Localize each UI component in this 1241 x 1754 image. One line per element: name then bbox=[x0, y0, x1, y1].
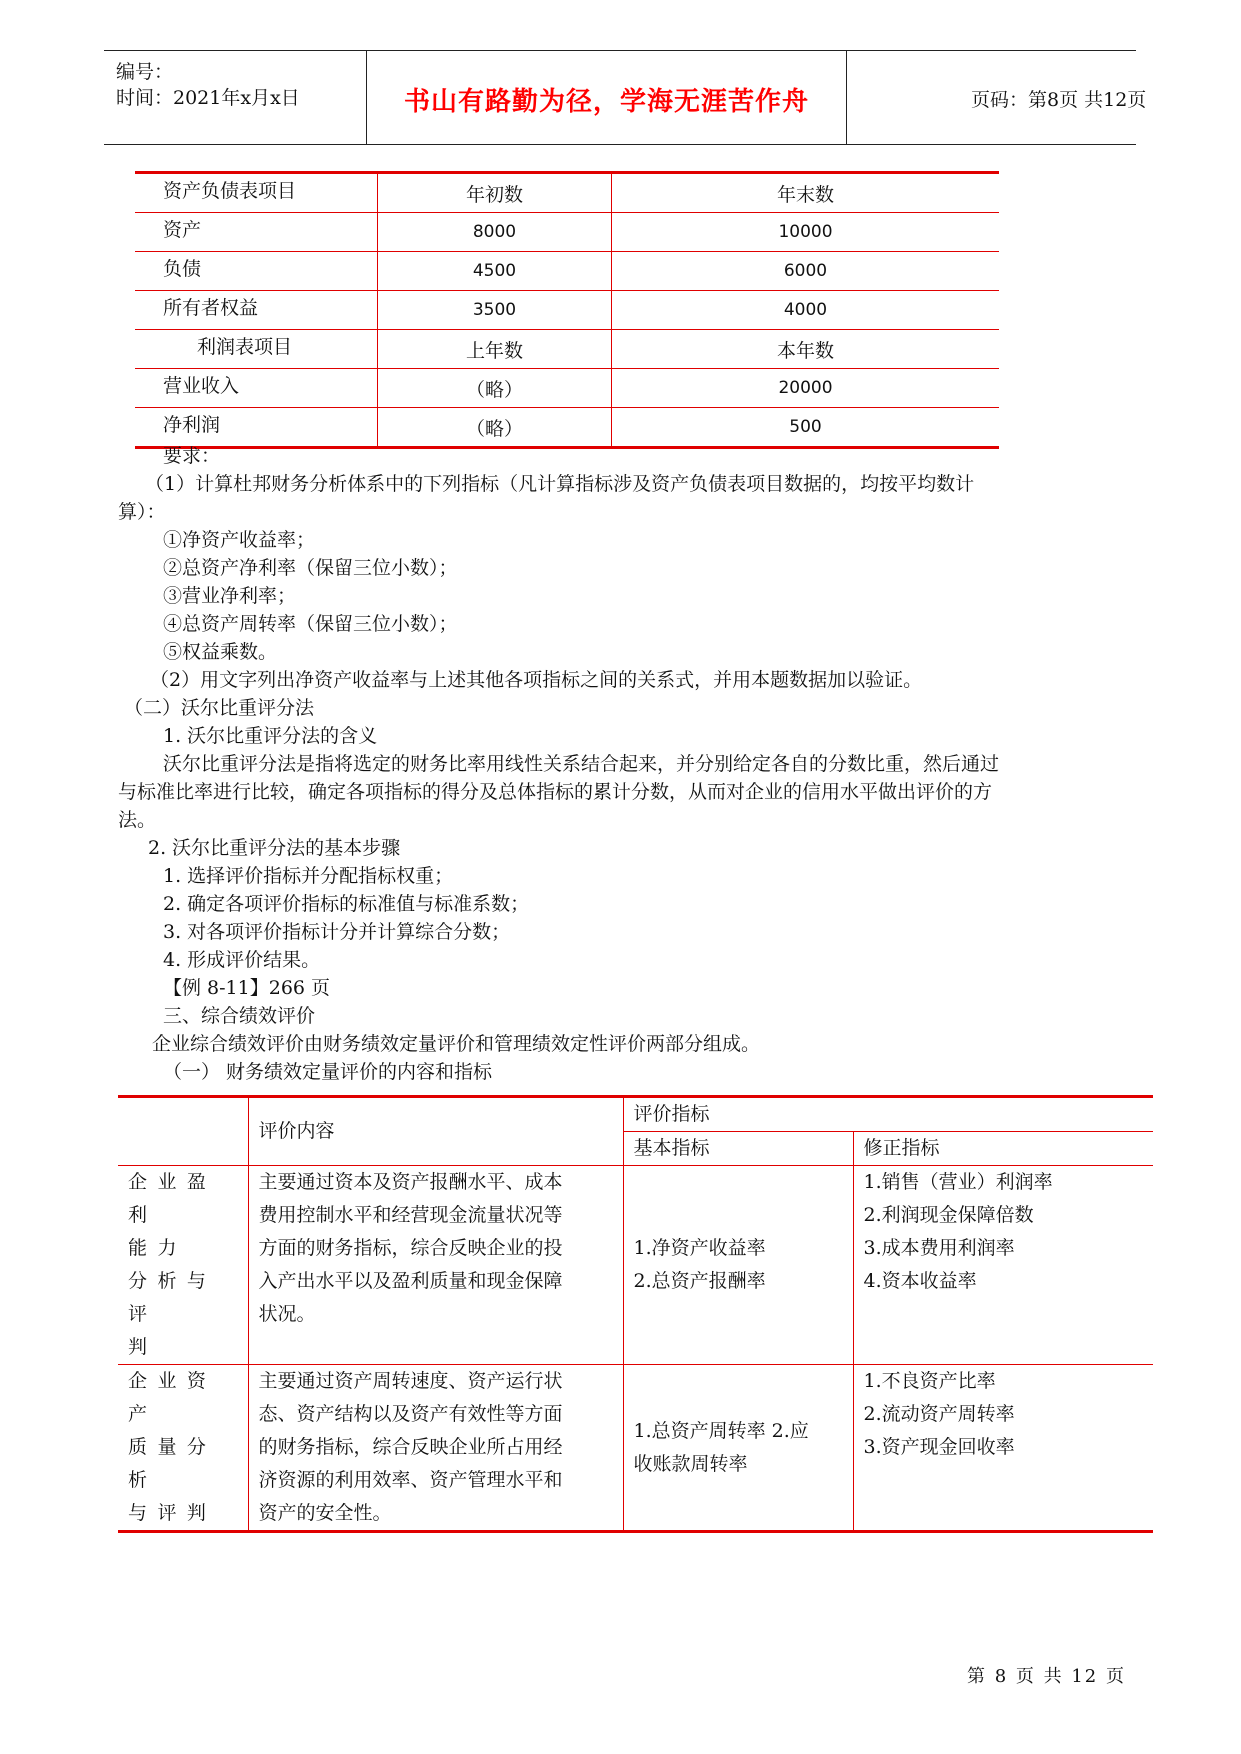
step-item: 3. 对各项评价指标计分并计算综合分数； bbox=[163, 921, 511, 943]
page-label: 页码：第8页 共12页 bbox=[971, 89, 1147, 111]
table-row bbox=[135, 369, 999, 408]
content-cell: 主要通过资本及资产报酬水平、成本 费用控制水平和经营现金流量状况等 方面的财务指标，综合反映企业的投 入产出水平以及盈利质量和现金保障 状况。 bbox=[248, 1166, 623, 1365]
cell-value: 年初数 bbox=[378, 173, 612, 213]
basic-index-cell: 1.总资产周转率 2.应 收账款周转率 bbox=[623, 1365, 853, 1532]
step-item: 1. 选择评价指标并分配指标权重； bbox=[163, 865, 454, 887]
content-cell: 主要通过资产周转速度、资产运行状 态、资产结构以及资产有效性等方面 的财务指标，综合反映企业所占用经 济资源的利用效率、资产管理水平和 资产的安全性。 bbox=[248, 1365, 623, 1532]
indicator-item: ④总资产周转率（保留三位小数）； bbox=[163, 613, 458, 635]
table-row bbox=[135, 252, 999, 291]
table-row bbox=[135, 213, 999, 252]
subsection-title: （一） 财务绩效定量评价的内容和指标 bbox=[163, 1061, 493, 1083]
indicator-item: ②总资产净利率（保留三位小数）； bbox=[163, 557, 458, 579]
cell-value: 20000 bbox=[612, 369, 1000, 408]
cell-value: 6000 bbox=[612, 252, 1000, 291]
corner-cell bbox=[118, 1097, 248, 1166]
modified-index-cell: 1.不良资产比率 2.流动资产周转率 3.资产现金回收率 bbox=[853, 1365, 1153, 1532]
cell-value: （略） bbox=[378, 408, 612, 448]
example-reference: 【例 8-11】266 页 bbox=[163, 977, 331, 999]
paragraph-line: 沃尔比重评分法是指将选定的财务比率用线性关系结合起来，并分别给定各自的分数比重，然后通过 bbox=[163, 753, 1000, 775]
table-row bbox=[135, 173, 999, 213]
paragraph-line: 法。 bbox=[118, 809, 157, 831]
cell-value: 8000 bbox=[378, 213, 612, 252]
subsection-title: 2. 沃尔比重评分法的基本步骤 bbox=[148, 837, 401, 859]
row-label: 利润表项目 bbox=[135, 330, 378, 369]
header-content: 评价内容 bbox=[248, 1097, 623, 1166]
header-index: 评价指标 bbox=[623, 1097, 1153, 1132]
section-title: 三、综合绩效评价 bbox=[163, 1005, 316, 1027]
performance-evaluation-table bbox=[118, 1095, 1153, 1533]
row-label: 净利润 bbox=[135, 408, 378, 448]
header-left bbox=[104, 51, 367, 144]
requirement-1-line2: 算）： bbox=[118, 501, 166, 523]
header-basic: 基本指标 bbox=[623, 1132, 853, 1166]
requirement-2: （2）用文字列出净资产收益率与上述其他各项指标之间的关系式，并用本题数据加以验证。 bbox=[150, 669, 923, 691]
header-modified: 修正指标 bbox=[853, 1132, 1153, 1166]
cell-value: 10000 bbox=[612, 213, 1000, 252]
row-label: 资产负债表项目 bbox=[163, 180, 297, 202]
motto: 书山有路勤为径，学海无涯苦作舟 bbox=[403, 87, 809, 117]
cell-value: 本年数 bbox=[612, 330, 1000, 369]
header-right bbox=[847, 51, 1147, 144]
category-cell: 企业资产 质量分析 与评判 bbox=[118, 1365, 248, 1532]
balance-income-table bbox=[135, 171, 999, 449]
row-label: 资产 bbox=[135, 213, 378, 252]
cell-value: 4000 bbox=[612, 291, 1000, 330]
indicator-item: ①净资产收益率； bbox=[163, 529, 316, 551]
page-header bbox=[104, 50, 1147, 145]
page-footer: 第 8 页 共 12 页 bbox=[967, 1666, 1126, 1687]
cell-value: 3500 bbox=[378, 291, 612, 330]
modified-index-cell: 1.销售（营业）利润率 2.利润现金保障倍数 3.成本费用利润率 4.资本收益率 bbox=[853, 1166, 1153, 1365]
step-item: 2. 确定各项评价指标的标准值与标准系数； bbox=[163, 893, 530, 915]
requirement-title: 要求： bbox=[163, 445, 221, 467]
time-label: 时间：2021年x月x日 bbox=[116, 87, 300, 109]
cell-value: 上年数 bbox=[378, 330, 612, 369]
section-paragraph: 企业综合绩效评价由财务绩效定量评价和管理绩效定性评价两部分组成。 bbox=[152, 1033, 761, 1055]
section-title: （二）沃尔比重评分法 bbox=[124, 697, 315, 719]
category-cell: 企业盈利 能力 分析与评 判 bbox=[118, 1166, 248, 1365]
basic-index-cell: 1.净资产收益率 2.总资产报酬率 bbox=[623, 1166, 853, 1365]
cell-value: 4500 bbox=[378, 252, 612, 291]
number-label: 编号： bbox=[116, 61, 174, 83]
row-label: 负债 bbox=[135, 252, 378, 291]
cell-value: （略） bbox=[378, 369, 612, 408]
table-row bbox=[135, 408, 999, 448]
row-label: 所有者权益 bbox=[135, 291, 378, 330]
header-center bbox=[367, 51, 847, 144]
row-label: 营业收入 bbox=[135, 369, 378, 408]
cell-value: 500 bbox=[612, 408, 1000, 448]
indicator-item: ③营业净利率； bbox=[163, 585, 297, 607]
subsection-title: 1. 沃尔比重评分法的含义 bbox=[163, 725, 378, 747]
indicator-item: ⑤权益乘数。 bbox=[163, 641, 278, 663]
paragraph-line: 与标准比率进行比较，确定各项指标的得分及总体指标的累计分数，从而对企业的信用水平做出评价的方 bbox=[118, 781, 993, 803]
table-row bbox=[135, 330, 999, 369]
cell-value: 年末数 bbox=[612, 173, 1000, 213]
table-row bbox=[135, 291, 999, 330]
step-item: 4. 形成评价结果。 bbox=[163, 949, 321, 971]
requirement-1-line1: （1）计算杜邦财务分析体系中的下列指标（凡计算指标涉及资产负债表项目数据的，均按平均数计 bbox=[145, 473, 975, 495]
